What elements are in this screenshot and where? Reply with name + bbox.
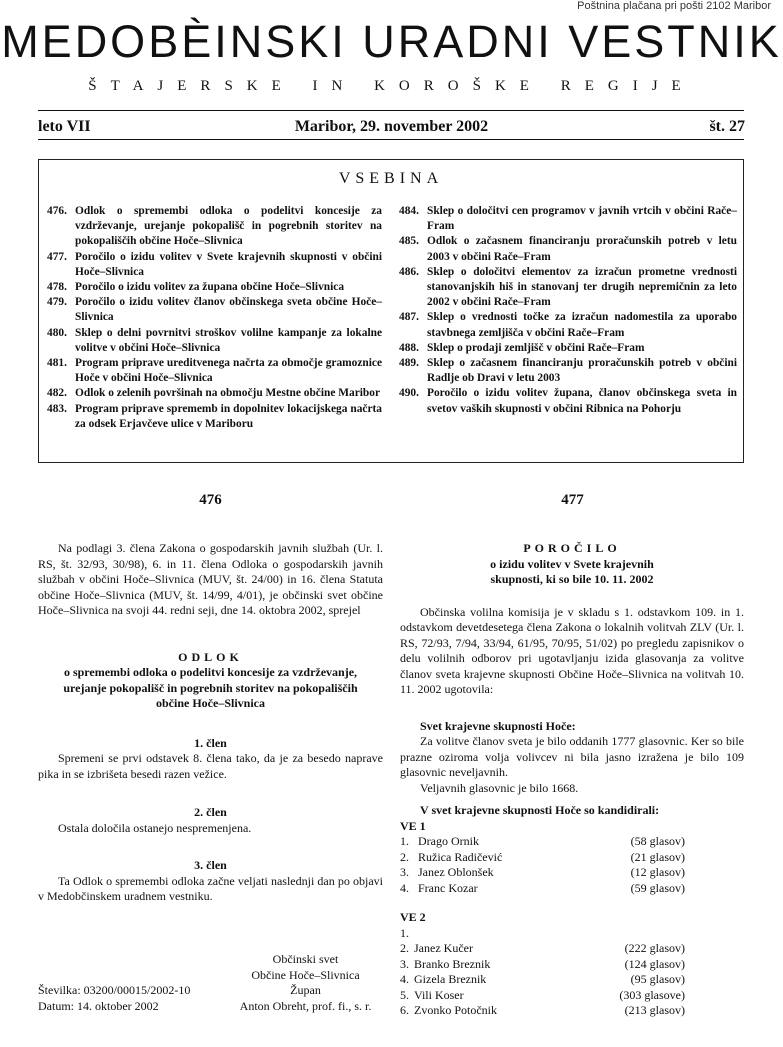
candidate-name: Zvonko Potočnik (414, 1003, 497, 1017)
toc-item[interactable] (399, 234, 737, 264)
toc-num: 477. (47, 250, 67, 263)
toc-text: Poročilo o izidu volitev v Svete krajevnih skupnosti v občini Hoče–Slivnica (75, 250, 382, 278)
toc-num: 480. (47, 326, 67, 339)
issue-number: št. 27 (709, 118, 745, 135)
article-heading: 2. člen (194, 805, 227, 819)
candidate-row (400, 850, 685, 866)
candidate-row (400, 957, 685, 973)
valid-ballots: Veljavnih glasovnic je bilo 1668. (420, 780, 579, 795)
reference-number: Številka: 03200/00015/2002-10 (38, 983, 191, 997)
candidate-name: Janez Kučer (414, 941, 473, 955)
candidate-row (400, 834, 685, 850)
toc-item[interactable] (399, 310, 737, 340)
doc-title: o spremembi odloka o podelitvi koncesije za vzdrževanje, urejanje pokopališč in pogrebnih storitev na pokopališčih občine Hoče–Slivnica (63, 665, 358, 710)
candidate-votes: (95 glasov) (630, 972, 685, 986)
toc-text: Odlok o spremembi odloka o podelitvi koncesije za vzdrževanje, urejanje pokopališč in pogrebnih storitev na pokopališčih občine Hoče–Slivnica (75, 205, 382, 248)
ve2-heading: VE 2 (400, 910, 426, 924)
toc-text: Sklep o začasnem financiranju proračunskih potreb v občini Radlje ob Dravi v letu 2003 (427, 357, 737, 385)
toc-text: Sklep o vrednosti točke za izračun nadomestila za uporabo stavbnega zemljišča v občini Rače–Fram (427, 311, 737, 339)
candidate-num: 4. (400, 972, 409, 986)
toc-text: Poročilo o izidu volitev župana, članov občinskega sveta in svetov vaških skupnosti v občini Ribnica na Pohorju (427, 387, 737, 415)
candidate-num: 3. (400, 865, 409, 879)
signature-line: Župan (290, 983, 321, 997)
toc-text: Program priprave sprememb in dopolnitev lokacijskega načrta za odsek Erjavčeve ulice v Mariboru (75, 402, 382, 430)
left-column (38, 541, 383, 905)
candidate-votes: (12 glasov) (630, 865, 685, 879)
candidate-name: Janez Oblonšek (418, 865, 494, 879)
doc-type: POROČILO (523, 541, 621, 555)
candidate-name: Branko Breznik (414, 956, 491, 971)
candidate-votes: (59 glasov) (630, 880, 685, 895)
signature-line: Občinski svet (272, 952, 339, 966)
article-text: Ostala določila ostanejo nespremenjena. (58, 820, 252, 835)
signature-block (228, 952, 383, 1014)
candidate-votes: (303 glasove) (619, 987, 685, 1002)
candidate-row (400, 865, 685, 881)
candidate-name: Vili Koser (414, 987, 464, 1002)
toc-num: 479. (47, 296, 67, 309)
gazette-subtitle: ŠTAJERSKE IN KOROŠKE REGIJE (88, 78, 695, 94)
toc-num: 482. (47, 387, 67, 400)
signature-line: Anton Obreht, prof. fi., s. r. (239, 998, 372, 1013)
candidate-votes: (58 glasov) (630, 834, 685, 848)
contents-right-list (399, 204, 737, 417)
toc-item[interactable] (47, 402, 382, 432)
article-heading: 3. člen (194, 858, 227, 872)
toc-item[interactable] (399, 265, 737, 311)
article-heading: 1. člen (194, 735, 227, 750)
contents-title: VSEBINA (338, 170, 444, 187)
candidate-row (400, 926, 685, 942)
toc-num: 476. (47, 205, 67, 217)
toc-text: Poročilo o izidu volitev članov občinskega sveta občine Hoče–Slivnica (75, 296, 382, 324)
article-text: Spremeni se prvi odstavek 8. člena tako, da je za besedo naprave pika in se izbrišeta besedi razen vežice. (38, 751, 383, 781)
toc-num: 484. (399, 205, 419, 217)
candidate-num: 2. (400, 941, 409, 955)
header-rule-bottom (38, 139, 744, 140)
candidate-name: Franc Kozar (418, 880, 478, 895)
toc-text: Odlok o začasnem financiranju proračunskih potreb v letu 2003 v občini Rače–Fram (427, 235, 737, 263)
issue-place-date: Maribor, 29. november 2002 (294, 118, 489, 135)
candidate-num: 3. (400, 956, 409, 971)
right-column (400, 541, 744, 1019)
candidate-num: 2. (400, 849, 409, 864)
candidate-row (400, 988, 685, 1004)
intro-paragraph: Na podlagi 3. člena Zakona o gospodarskih javnih službah (Ur. l. RS, št. 32/93, 30/98), 6. in 11. člena Odloka o gospodarskih javnih službah v občini Hoče–Slivnica (MUV, št. 24/00) in 16. člena Statuta občine Hoče–Slivnica (MUV, št. 14/99, 4/01), je občinski svet občine Hoče–Slivnica na svoji 44. redni seji, dne 14. oktobra 2002, sprejel (38, 541, 383, 617)
toc-text: Sklep o prodaji zemljišč v občini Rače–Fram (427, 341, 645, 354)
toc-num: 490. (399, 387, 419, 400)
candidate-votes: (213 glasov) (624, 1003, 685, 1017)
toc-item[interactable] (399, 356, 737, 386)
intro-paragraph: Občinska volilna komisija je v skladu s 1. odstavkom 109. in 1. odstavkom devetdesetega člena Zakona o lokalnih volitvah ZLV (Ur. l. RS, 72/93, 7/94, 33/94, 61/95, 70/95, 51/02) po pregledu zapisnikov o delu volilnih odborov pri ugotavljanju izida glasovanja za volitve članov sveta krajevne skupnosti Občine Hoče–Slivnica na volitvah 10. 11. 2002 ugotovila: (400, 604, 744, 696)
toc-num: 483. (47, 402, 67, 415)
doc-type: ODLOK (178, 649, 243, 664)
toc-text: Sklep o delni povrnitvi stroškov volilne kampanje za lokalne volitve v občini Hoče–Slivnica (75, 326, 382, 354)
candidate-name: Gizela Breznik (414, 972, 487, 986)
ve1-list (400, 834, 685, 896)
doc-title: o izidu volitev v Svete krajevnih skupnosti, ki so bile 10. 11. 2002 (490, 556, 654, 586)
candidate-num: 5. (400, 987, 409, 1002)
toc-item[interactable] (47, 280, 382, 295)
candidate-row (400, 881, 685, 897)
toc-num: 488. (399, 341, 419, 354)
candidate-row (400, 941, 685, 957)
candidate-num: 4. (400, 880, 409, 895)
toc-text: Sklep o določitvi elementov za izračun prometne vrednosti stanovanjskih hiš in stanovanj ter drugih nepremičnin za leto 2002 v občini Rače–Fram (427, 265, 737, 309)
toc-item[interactable] (47, 386, 382, 401)
candidate-name (418, 926, 685, 942)
toc-item[interactable] (399, 386, 737, 416)
toc-num: 487. (399, 311, 419, 324)
candidate-num: 6. (400, 1003, 409, 1017)
toc-num: 486. (399, 265, 419, 278)
gazette-title: MEDOBÈINSKI URADNI VESTNIK (1, 16, 782, 67)
toc-text: Sklep o določitvi cen programov v javnih vrtcih v občini Rače–Fram (427, 205, 737, 233)
toc-num: 478. (47, 281, 67, 294)
reference-date: Datum: 14. oktober 2002 (38, 999, 159, 1013)
header-rule-top (38, 110, 744, 111)
toc-text: Poročilo o izidu volitev za župana občine Hoče–Slivnica (75, 281, 345, 294)
toc-text: Odlok o zelenih površinah na območju Mestne občine Maribor (75, 387, 381, 400)
candidate-row (400, 1003, 685, 1019)
section-paragraph: Za volitve članov sveta je bilo oddanih 1777 glasovnic. Ker so bile prazne oziroma volja volivcev ni bila jasno izražena je bilo 109 glasovnic neveljavnih. (400, 734, 744, 779)
candidate-votes: (21 glasov) (630, 849, 685, 864)
toc-item[interactable] (399, 341, 737, 356)
candidate-votes: (124 glasov) (624, 956, 685, 971)
candidates-heading: V svet krajevne skupnosti Hoče so kandidirali: (420, 803, 660, 817)
contents-left-list (47, 204, 382, 432)
toc-num: 481. (47, 357, 67, 370)
toc-item[interactable] (47, 295, 382, 325)
toc-item[interactable] (47, 250, 382, 280)
signature-line: Občine Hoče–Slivnica (251, 967, 360, 982)
postage-note: Poštnina plačana pri pošti 2102 Maribor (577, 0, 771, 12)
toc-num: 485. (399, 235, 419, 248)
candidate-name: Ružica Radičević (418, 849, 503, 864)
candidate-name: Drago Ornik (418, 834, 479, 848)
candidate-votes: (222 glasov) (624, 941, 685, 955)
candidate-num: 1. (400, 925, 409, 940)
doc-number-477: 477 (561, 492, 584, 508)
doc-number-476: 476 (199, 492, 222, 508)
toc-item[interactable] (399, 204, 737, 234)
contents-box (38, 159, 744, 463)
toc-item[interactable] (47, 356, 382, 386)
ve1-heading: VE 1 (400, 818, 426, 833)
candidate-row (400, 972, 685, 988)
ve2-list (400, 926, 685, 1019)
issue-year: leto VII (38, 118, 91, 135)
toc-item[interactable] (47, 204, 382, 250)
section-heading: Svet krajevne skupnosti Hoče: (420, 718, 576, 733)
toc-item[interactable] (47, 326, 382, 356)
candidate-num: 1. (400, 834, 409, 848)
toc-num: 489. (399, 357, 419, 370)
toc-text: Program priprave ureditvenega načrta za območje gramoznice Hoče v občini Hoče–Slivnica (75, 357, 382, 385)
article-text: Ta Odlok o spremembi odloka začne veljati naslednji dan po objavi v Medobčinskem uradnem vestniku. (38, 873, 383, 903)
